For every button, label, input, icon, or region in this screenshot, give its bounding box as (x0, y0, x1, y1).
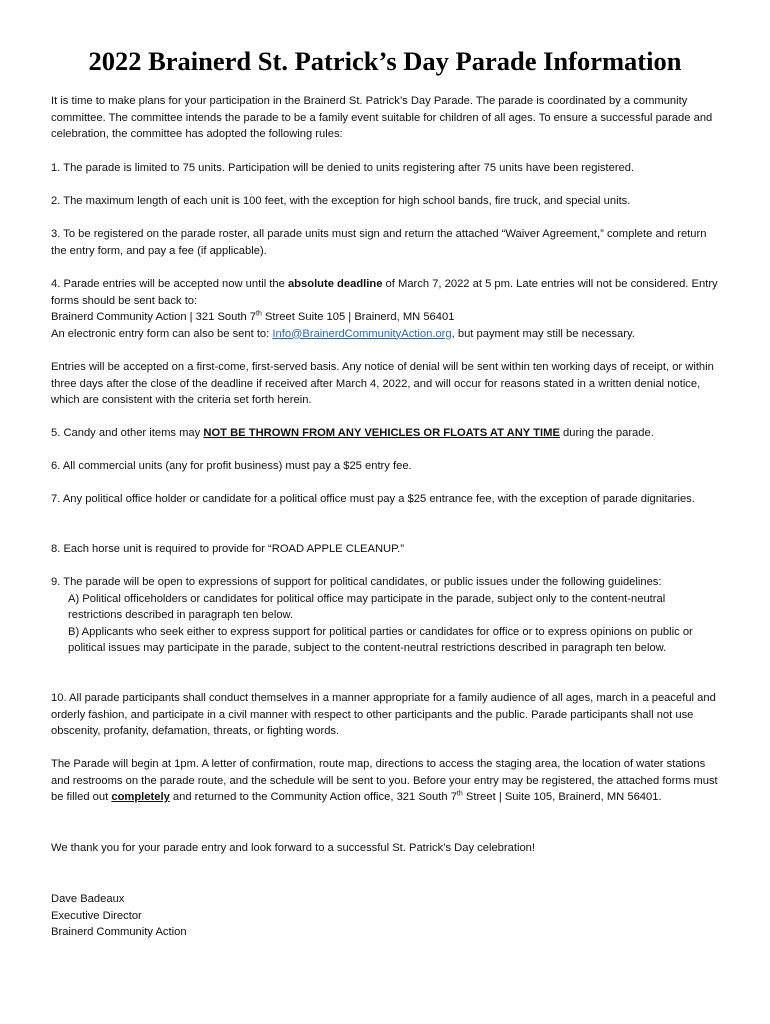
closing-sup: th (456, 790, 463, 798)
signature-name: Dave Badeaux (51, 893, 125, 905)
rule-5-pre: 5. Candy and other items may (51, 427, 204, 439)
rule-4-address-sup: th (256, 310, 262, 318)
rule-5-post: during the parade. (559, 427, 654, 439)
rule-4-electronic-pre: An electronic entry form can also be sent to: (51, 327, 273, 340)
rule-9-a: A) Political officeholders or candidates for political office may participate in the parade, subject only to the content-neutral restrictions described in paragraph ten below. (68, 592, 666, 621)
closing-pre: The Parade will begin at 1pm. A letter of confirmation, route map, directions to access the staging area, the location of water stations and restrooms on the parade route, and the schedule will be sent to you. Before your entry may be registered, the attached forms must be filled out (51, 758, 718, 803)
closing-completely: completely (111, 791, 170, 803)
intro-paragraph: It is time to make plans for your participation in the Brainerd St. Patrick’s Day Parade. The parade is coordinated by a community committee. The committee intends the parade to be a family event suitable for children of all ages. To ensure a successful parade and celebration, the committee has adopted the following rules: (51, 95, 713, 140)
rule-7: 7. Any political office holder or candidate for a political office must pay a $25 entrance fee, with the exception of parade dignitaries. (51, 493, 695, 505)
rule-9-intro: 9. The parade will be open to expressions of support for political candidates, or public issues under the following guidelines: (51, 576, 662, 588)
rule-4-deadline: absolute deadline (287, 278, 383, 290)
closing-post: Street | Suite 105, Brainerd, MN 56401. (462, 791, 662, 803)
rule-1: 1. The parade is limited to 75 units. Participation will be denied to units registering after 75 units have been registered. (51, 162, 635, 174)
rule-10: 10. All parade participants shall conduct themselves in a manner appropriate for a family audience of all ages, march in a peaceful and orderly fashion, and participate in a civil manner with respect to other participants and the public. Parade participants shall not use obscenity, profanity, defamation, threats, or fighting words. (51, 692, 716, 737)
closing-mid: and returned to the Community Action office, 321 South 7 (169, 791, 457, 803)
signature-org: Brainerd Community Action (51, 926, 187, 938)
rule-4-electronic-post: , but payment may still be necessary. (451, 327, 635, 340)
entries-note: Entries will be accepted on a first-come, first-served basis. Any notice of denial will be sent within ten working days of receipt, or within three days after the close of the deadline if received after March 4, 2022, and will occur for reasons stated in a written denial notice, which are consistent with the criteria set forth herein. (51, 361, 714, 406)
rule-6: 6. All commercial units (any for profit business) must pay a $25 entry fee. (51, 460, 412, 472)
rule-8: 8. Each horse unit is required to provide for “ROAD APPLE CLEANUP.” (51, 543, 404, 555)
rule-5 (51, 425, 721, 442)
email-link[interactable]: Info@BrainerdCommunityAction.org (272, 327, 452, 340)
rule-4 (51, 276, 721, 342)
rule-5-emphasis: NOT BE THROWN FROM ANY VEHICLES OR FLOATS AT ANY TIME (203, 427, 560, 439)
document-title: 2022 Brainerd St. Patrick’s Day Parade Information (88, 46, 682, 76)
thanks-line: We thank you for your parade entry and look forward to a successful St. Patrick’s Day celebration! (51, 842, 535, 854)
rule-9 (51, 574, 721, 657)
signature-block (51, 891, 721, 941)
signature-role: Executive Director (51, 909, 142, 922)
rule-4-text-pre: 4. Parade entries will be accepted now until the (51, 278, 288, 290)
rule-3: 3. To be registered on the parade roster, all parade units must sign and return the attached “Waiver Agreement,” complete and return the entry form, and pay a fee (if applicable). (51, 228, 707, 257)
closing-paragraph (51, 756, 721, 806)
rule-2: 2. The maximum length of each unit is 100 feet, with the exception for high school bands, fire truck, and special units. (51, 195, 631, 207)
rule-9-b: B) Applicants who seek either to express support for political parties or candidates for office or to express opinions on public or political issues may participate in the parade, subject to the content-neutral restrictions described in paragraph ten below. (68, 625, 693, 654)
rule-4-text-post: of March 7, 2022 at 5 pm. Late entries will not be considered. Entry forms should be sent back to: (51, 278, 718, 307)
rule-4-address-pre: Brainerd Community Action | 321 South 7 (51, 311, 257, 323)
rule-4-address-post: Street Suite 105 | Brainerd, MN 56401 (261, 311, 455, 323)
